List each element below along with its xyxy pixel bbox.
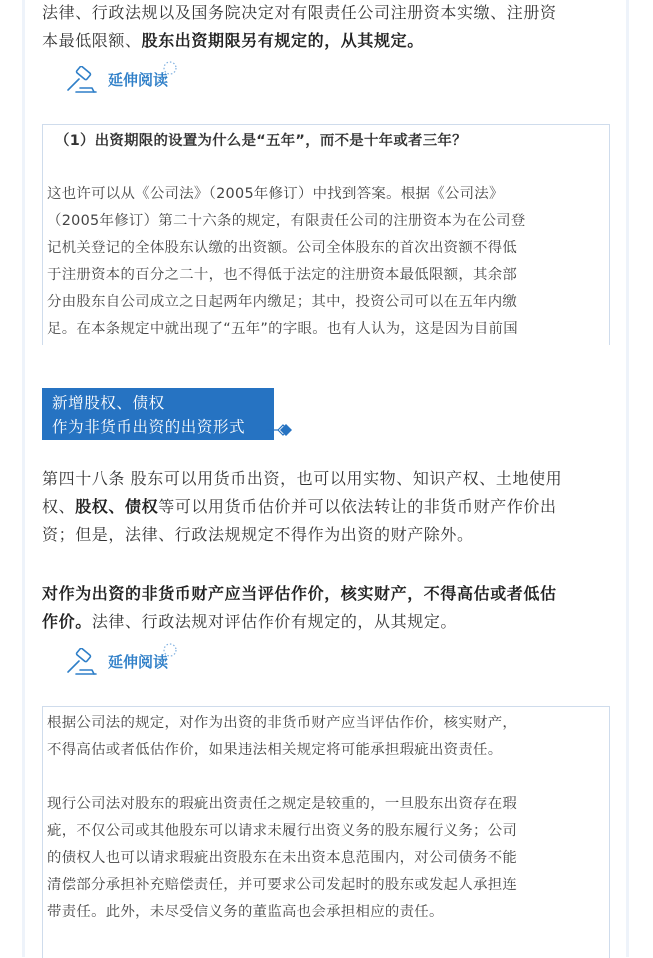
paragraph-line: 法律、行政法规以及国务院决定对有限责任公司注册资本实缴、注册资	[42, 3, 557, 22]
extended-reading-label: 延伸阅读	[108, 653, 169, 671]
right-frame-line	[626, 0, 629, 957]
plain-text: 权、	[42, 497, 76, 516]
box-line: 现行公司法对股东的瑕疵出资责任之规定是较重的，一旦股东出资存在瑕	[47, 796, 518, 812]
paragraph-line	[42, 493, 614, 521]
box-line: （2005年修订）第二十六条的规定，有限责任公司的注册资本为在公司登	[47, 213, 526, 229]
extended-reading-label: 延伸阅读	[108, 71, 169, 89]
bold-text: 股权、债权	[75, 497, 159, 516]
box-line: 带责任。此外，未尽受信义务的董监高也会承担相应的责任。	[47, 904, 444, 920]
box-line: 疵，不仅公司或其他股东可以请求未履行出资义务的股东履行义务；公司	[47, 823, 518, 839]
top-paragraph	[42, 0, 614, 55]
box-line: 分由股东自公司成立之日起两年内缴足；其中，投资公司可以在五年内缴	[47, 294, 518, 310]
box-line: 清偿部分承担补充赔偿责任，并可要求公司发起时的股东或发起人承担连	[47, 877, 518, 893]
box-line: 这也许可以从《公司法》（2005年修订）中找到答案。根据《公司法》	[47, 186, 504, 202]
paragraph-line: 资；但是，法律、行政法规规定不得作为出资的财产除外。	[42, 525, 474, 544]
paragraph-line: 第四十八条 股东可以用货币出资，也可以用实物、知识产权、土地使用	[42, 469, 563, 488]
box-line: 于注册资本的百分之二十，也不得低于法定的注册资本最低限额，其余部	[47, 267, 518, 283]
plain-text: 本最低限额、	[42, 31, 142, 50]
dots-decoration	[162, 642, 178, 658]
banner-line: 作为非货币出资的出资形式	[52, 418, 246, 436]
paragraph-line	[42, 580, 614, 608]
extended-reading-box-2	[42, 706, 610, 958]
article-48-paragraph	[42, 465, 614, 549]
extended-reading-box-1	[42, 124, 610, 345]
banner-line: 新增股权、债权	[52, 394, 165, 412]
paragraph-line	[42, 27, 614, 55]
box-line: 足。在本条规定中就出现了“五年”的字眼。也有人认为，这是因为目前国	[47, 321, 518, 337]
box-question: （1）出资期限的设置为什么是“五年”，而不是十年或者三年？	[55, 133, 467, 149]
bold-text: 对作为出资的非货币财产应当评估作价，核实财产，不得高估或者低估	[42, 584, 557, 603]
valuation-paragraph	[42, 580, 614, 636]
box-line: 的债权人也可以请求瑕疵出资股东在未出资本息范围内，对公司债务不能	[47, 850, 518, 866]
bold-text: 股东出资期限另有规定的，从其规定。	[141, 31, 424, 50]
bold-text: 作价。	[42, 612, 92, 631]
gavel-icon	[62, 66, 98, 96]
left-frame-line	[22, 0, 25, 957]
box-line: 记机关登记的全体股东认缴的出资额。公司全体股东的首次出资额不得低	[47, 240, 518, 256]
box-line: 根据公司法的规定，对作为出资的非货币财产应当评估作价，核实财产，	[47, 715, 518, 731]
section-banner	[42, 388, 274, 440]
plain-text: 法律、行政法规对评估作价有规定的，从其规定。	[91, 612, 458, 631]
diamond-decoration	[266, 418, 298, 442]
gavel-icon	[62, 648, 98, 678]
box-line: 不得高估或者低估作价，如果违法相关规定将可能承担瑕疵出资责任。	[47, 742, 503, 758]
dots-decoration	[162, 60, 178, 76]
plain-text: 等可以用货币估价并可以依法转让的非货币财产作价出	[158, 497, 557, 516]
paragraph-line	[42, 608, 614, 636]
